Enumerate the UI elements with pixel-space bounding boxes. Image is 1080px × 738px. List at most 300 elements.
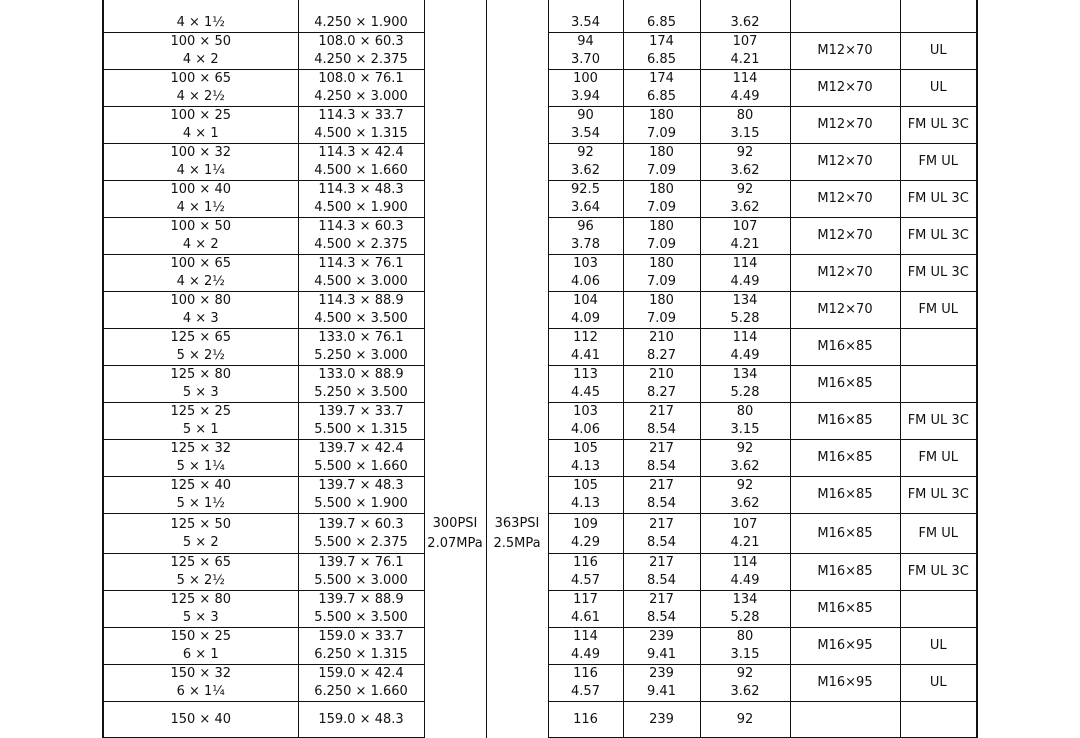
test-pressure-cell [486, 366, 548, 403]
working-pressure-cell [424, 70, 486, 107]
approval-cell [900, 665, 977, 702]
dimension-a-cell-value: 112 [573, 330, 598, 345]
dimension-a-cell-value: 4.41 [571, 348, 600, 363]
dimension-c-cell-value: 5.28 [730, 610, 760, 625]
outside-diameter-cell-value: 4.500 × 1.660 [314, 163, 408, 178]
test-pressure-cell [486, 70, 548, 107]
dimension-a-cell-value: 3.64 [571, 200, 600, 215]
bolt-size-cell-value: M16×85 [817, 376, 873, 391]
approval-cell [900, 554, 977, 591]
outside-diameter-cell-value: 139.7 × 42.4 [318, 441, 404, 456]
test-pressure-cell [486, 665, 548, 702]
test-pressure-cell [486, 33, 548, 70]
dimension-c-cell-value: 3.62 [730, 15, 760, 30]
outside-diameter-cell [298, 144, 424, 181]
dimension-a-cell-value: 3.78 [571, 237, 600, 252]
nominal-size-cell [103, 403, 298, 440]
dimension-b-cell [623, 591, 700, 628]
outside-diameter-cell-value: 159.0 × 33.7 [318, 629, 404, 644]
dimension-a-cell-value: 90 [577, 108, 594, 123]
bolt-size-cell-value: M16×85 [817, 487, 873, 502]
dimension-b-cell-value: 180 [649, 256, 674, 271]
dimension-a-cell-value: 92.5 [571, 182, 600, 197]
working-pressure-cell [424, 292, 486, 329]
nominal-size-cell-value: 100 × 50 [170, 219, 231, 234]
working-pressure-cell [424, 107, 486, 144]
dimension-b-cell-value: 180 [649, 293, 674, 308]
bolt-size-cell-value: M16×85 [817, 450, 873, 465]
dimension-a-cell-value: 116 [573, 666, 598, 681]
working-pressure-cell [424, 403, 486, 440]
outside-diameter-cell [298, 628, 424, 665]
table-row [103, 366, 977, 403]
nominal-size-cell-value: 6 × 1¼ [176, 684, 225, 699]
bolt-size-cell-value: M16×85 [817, 564, 873, 579]
nominal-size-cell-value: 5 × 1 [182, 422, 219, 437]
dimension-b-cell-value: 6.85 [647, 15, 676, 30]
nominal-size-cell [103, 665, 298, 702]
test-pressure-cell [486, 591, 548, 628]
bolt-size-cell [790, 107, 900, 144]
dimension-b-cell [623, 628, 700, 665]
dimension-c-cell-value: 92 [736, 441, 754, 456]
dimension-a-cell-value: 4.13 [571, 459, 600, 474]
outside-diameter-cell-value: 4.500 × 2.375 [314, 237, 408, 252]
bolt-size-cell [790, 292, 900, 329]
bolt-size-cell-value: M12×70 [817, 117, 873, 132]
outside-diameter-cell-value: 139.7 × 76.1 [318, 555, 404, 570]
working-pressure-psi: 300PSI [432, 515, 478, 531]
nominal-size-cell [103, 107, 298, 144]
outside-diameter-cell-value: 5.500 × 1.315 [314, 422, 408, 437]
dimension-a-cell-value: 96 [577, 219, 594, 234]
test-pressure-cell [486, 514, 548, 554]
working-pressure-cell [424, 366, 486, 403]
approval-cell-value: FM UL 3C [907, 487, 969, 502]
dimension-a-cell-value: 4.06 [571, 422, 600, 437]
dimension-c-cell-value: 3.62 [730, 200, 760, 215]
dimension-b-cell-value: 8.54 [647, 534, 676, 550]
dimension-c-cell [700, 0, 790, 33]
table-row [103, 70, 977, 107]
outside-diameter-cell-value: 4.500 × 1.315 [314, 126, 408, 141]
working-pressure-cell [424, 591, 486, 628]
dimension-c-cell [700, 329, 790, 366]
working-pressure-cell [424, 477, 486, 514]
test-pressure-mpa: 2.5MPa [493, 535, 541, 551]
dimension-b-cell-value: 6.85 [647, 89, 676, 104]
nominal-size-cell-value: 100 × 50 [170, 34, 231, 49]
nominal-size-cell-value: 4 × 2½ [176, 89, 225, 104]
approval-cell-value: FM UL 3C [907, 413, 969, 428]
dimension-b-cell [623, 329, 700, 366]
table-row [103, 0, 977, 33]
dimension-a-cell-value: 3.54 [571, 15, 600, 30]
dimension-c-cell-value: 4.49 [730, 348, 760, 363]
outside-diameter-cell-value: 4.500 × 3.500 [314, 311, 408, 326]
nominal-size-cell-value: 100 × 65 [170, 71, 231, 86]
working-pressure-cell [424, 514, 486, 554]
test-pressure-cell [486, 628, 548, 665]
working-pressure-mpa: 2.07MPa [427, 535, 483, 551]
dimension-a-cell-value: 105 [573, 441, 598, 456]
working-pressure-cell [424, 702, 486, 738]
table-row [103, 403, 977, 440]
approval-cell-value: FM UL 3C [907, 228, 969, 243]
approval-cell [900, 33, 977, 70]
dimension-a-cell [548, 702, 623, 738]
test-pressure-cell [486, 440, 548, 477]
nominal-size-cell-value: 6 × 1 [182, 647, 219, 662]
dimension-a-cell-value: 4.45 [571, 385, 600, 400]
dimension-a-cell [548, 181, 623, 218]
approval-cell [900, 591, 977, 628]
dimension-c-cell [700, 107, 790, 144]
table-row [103, 554, 977, 591]
outside-diameter-cell-value: 4.250 × 3.000 [314, 89, 408, 104]
dimension-a-cell-value: 116 [573, 711, 598, 727]
outside-diameter-cell [298, 665, 424, 702]
dimension-c-cell-value: 134 [732, 367, 758, 382]
table-row [103, 591, 977, 628]
bolt-size-cell [790, 255, 900, 292]
dimension-a-cell-value: 103 [573, 256, 598, 271]
bolt-size-cell-value: M16×95 [817, 638, 873, 653]
test-pressure-psi: 363PSI [494, 515, 540, 531]
nominal-size-cell [103, 181, 298, 218]
bolt-size-cell [790, 591, 900, 628]
dimension-a-cell [548, 591, 623, 628]
dimension-a-cell-value: 3.54 [571, 126, 600, 141]
approval-cell [900, 144, 977, 181]
nominal-size-cell [103, 0, 298, 33]
dimension-a-cell-value: 109 [573, 516, 598, 532]
table-row [103, 477, 977, 514]
dimension-a-cell-value: 100 [573, 71, 598, 86]
bolt-size-cell-value: M16×85 [817, 339, 873, 354]
nominal-size-cell-value: 125 × 32 [170, 441, 231, 456]
dimension-c-cell [700, 554, 790, 591]
outside-diameter-cell-value: 139.7 × 48.3 [318, 478, 404, 493]
dimension-c-cell-value: 3.15 [730, 647, 760, 662]
dimension-a-cell [548, 477, 623, 514]
bolt-size-cell-value: M12×70 [817, 191, 873, 206]
outside-diameter-cell [298, 181, 424, 218]
dimension-c-cell-value: 107 [732, 516, 758, 532]
test-pressure-cell [486, 144, 548, 181]
dimension-c-cell-value: 3.62 [730, 459, 760, 474]
approval-cell-value: UL [929, 675, 947, 690]
dimension-b-cell-value: 7.09 [647, 126, 676, 141]
bolt-size-cell [790, 70, 900, 107]
nominal-size-cell-value: 5 × 3 [182, 610, 219, 625]
dimension-b-cell-value: 180 [649, 145, 674, 160]
dimension-b-cell-value: 217 [649, 404, 674, 419]
nominal-size-cell-value: 5 × 2½ [176, 348, 225, 363]
approval-cell [900, 628, 977, 665]
outside-diameter-cell-value: 5.500 × 1.660 [314, 459, 408, 474]
dimension-b-cell-value: 8.54 [647, 422, 676, 437]
approval-cell [900, 702, 977, 738]
dimension-c-cell [700, 440, 790, 477]
nominal-size-cell [103, 218, 298, 255]
dimension-a-cell [548, 255, 623, 292]
bolt-size-cell-value: M12×70 [817, 228, 873, 243]
approval-cell-value: FM UL [918, 525, 959, 541]
approval-cell-value: FM UL [918, 450, 959, 465]
dimension-b-cell-value: 7.09 [647, 237, 676, 252]
dimension-b-cell-value: 8.54 [647, 573, 676, 588]
working-pressure-cell [424, 144, 486, 181]
dimension-b-cell-value: 239 [649, 711, 674, 727]
approval-cell [900, 366, 977, 403]
working-pressure-cell [424, 33, 486, 70]
nominal-size-cell-value: 4 × 2½ [176, 274, 225, 289]
dimension-c-cell [700, 514, 790, 554]
dimension-c-cell [700, 181, 790, 218]
nominal-size-cell [103, 70, 298, 107]
working-pressure-cell [424, 329, 486, 366]
table-row [103, 255, 977, 292]
table-row [103, 181, 977, 218]
working-pressure-cell [424, 255, 486, 292]
dimension-a-cell-value: 4.06 [571, 274, 600, 289]
outside-diameter-cell [298, 107, 424, 144]
approval-cell-value: UL [929, 43, 947, 58]
nominal-size-cell-value: 5 × 1¼ [176, 459, 225, 474]
dimension-b-cell-value: 180 [649, 182, 674, 197]
nominal-size-cell-value: 100 × 40 [170, 182, 231, 197]
dimension-c-cell-value: 92 [736, 666, 754, 681]
outside-diameter-cell-value: 5.500 × 1.900 [314, 496, 408, 511]
dimension-c-cell-value: 3.15 [730, 126, 760, 141]
table-row [103, 144, 977, 181]
dimension-a-cell [548, 218, 623, 255]
dimension-b-cell [623, 181, 700, 218]
dimension-b-cell [623, 665, 700, 702]
bolt-size-cell-value: M16×85 [817, 525, 873, 541]
dimension-a-cell-value: 3.94 [571, 89, 600, 104]
approval-cell [900, 70, 977, 107]
bolt-size-cell-value: M12×70 [817, 80, 873, 95]
dimension-a-cell-value: 4.49 [571, 647, 600, 662]
dimension-a-cell-value: 4.29 [571, 534, 600, 550]
bolt-size-cell-value: M12×70 [817, 302, 873, 317]
bolt-size-cell-value: M12×70 [817, 43, 873, 58]
approval-cell-value: UL [929, 80, 947, 95]
approval-cell-value: FM UL [918, 154, 959, 169]
outside-diameter-cell-value: 108.0 × 60.3 [318, 34, 404, 49]
nominal-size-cell-value: 100 × 80 [170, 293, 231, 308]
nominal-size-cell [103, 591, 298, 628]
dimension-a-cell [548, 0, 623, 33]
dimension-c-cell-value: 114 [732, 256, 758, 271]
nominal-size-cell-value: 4 × 1½ [176, 200, 225, 215]
dimension-c-cell-value: 92 [736, 478, 754, 493]
dimension-c-cell-value: 4.21 [730, 52, 760, 67]
approval-cell [900, 440, 977, 477]
working-pressure-cell [424, 218, 486, 255]
nominal-size-cell [103, 292, 298, 329]
nominal-size-cell-value: 4 × 3 [182, 311, 219, 326]
dimension-b-cell-value: 8.54 [647, 610, 676, 625]
dimension-c-cell [700, 591, 790, 628]
outside-diameter-cell-value: 4.500 × 3.000 [314, 274, 408, 289]
dimension-b-cell-value: 174 [649, 34, 674, 49]
nominal-size-cell-value: 125 × 50 [170, 516, 231, 532]
nominal-size-cell-value: 5 × 2 [182, 534, 219, 550]
bolt-size-cell [790, 554, 900, 591]
bolt-size-cell [790, 0, 900, 33]
bolt-size-cell [790, 33, 900, 70]
dimension-c-cell-value: 107 [732, 34, 758, 49]
working-pressure-cell [424, 665, 486, 702]
approval-cell [900, 107, 977, 144]
dimension-c-cell-value: 5.28 [730, 385, 760, 400]
bolt-size-cell-value: M16×85 [817, 601, 873, 616]
dimension-c-cell-value: 80 [736, 108, 754, 123]
nominal-size-cell-value: 100 × 65 [170, 256, 231, 271]
dimension-b-cell [623, 218, 700, 255]
nominal-size-cell [103, 144, 298, 181]
outside-diameter-cell [298, 0, 424, 33]
table-row [103, 292, 977, 329]
dimension-a-cell-value: 117 [573, 592, 598, 607]
dimension-b-cell [623, 514, 700, 554]
dimension-a-cell [548, 403, 623, 440]
dimension-b-cell-value: 7.09 [647, 311, 676, 326]
outside-diameter-cell [298, 477, 424, 514]
nominal-size-cell [103, 628, 298, 665]
bolt-size-cell-value: M16×85 [817, 413, 873, 428]
dimension-b-cell-value: 217 [649, 441, 674, 456]
dimension-c-cell [700, 292, 790, 329]
dimension-a-cell-value: 113 [573, 367, 598, 382]
table-row [103, 628, 977, 665]
dimension-b-cell-value: 9.41 [647, 647, 676, 662]
outside-diameter-cell [298, 366, 424, 403]
outside-diameter-cell-value: 139.7 × 88.9 [318, 592, 404, 607]
bolt-size-cell [790, 144, 900, 181]
dimension-c-cell-value: 92 [736, 711, 754, 727]
table-row [103, 440, 977, 477]
nominal-size-cell-value: 4 × 1¼ [176, 163, 225, 178]
bolt-size-cell-value: M12×70 [817, 265, 873, 280]
nominal-size-cell-value: 100 × 25 [170, 108, 231, 123]
outside-diameter-cell-value: 5.250 × 3.500 [314, 385, 408, 400]
table-row [103, 329, 977, 366]
outside-diameter-cell-value: 114.3 × 42.4 [318, 145, 404, 160]
dimension-a-cell-value: 103 [573, 404, 598, 419]
dimension-c-cell [700, 218, 790, 255]
dimension-c-cell-value: 114 [732, 330, 758, 345]
dimension-a-cell-value: 3.62 [571, 163, 600, 178]
nominal-size-cell [103, 554, 298, 591]
dimension-c-cell-value: 3.62 [730, 684, 760, 699]
nominal-size-cell-value: 4 × 2 [182, 52, 219, 67]
outside-diameter-cell-value: 5.500 × 3.000 [314, 573, 408, 588]
approval-cell-value: FM UL [918, 302, 959, 317]
dimension-a-cell [548, 366, 623, 403]
test-pressure-cell [486, 255, 548, 292]
table-row [103, 665, 977, 702]
dimension-c-cell-value: 134 [732, 293, 758, 308]
dimension-b-cell [623, 70, 700, 107]
bolt-size-cell [790, 366, 900, 403]
bolt-size-cell [790, 514, 900, 554]
dimension-c-cell-value: 92 [736, 145, 754, 160]
dimension-a-cell [548, 292, 623, 329]
bolt-size-cell-value: M12×70 [817, 154, 873, 169]
dimension-a-cell [548, 665, 623, 702]
dimension-a-cell-value: 105 [573, 478, 598, 493]
dimension-c-cell-value: 5.28 [730, 311, 760, 326]
dimension-a-cell [548, 144, 623, 181]
dimension-b-cell-value: 8.54 [647, 459, 676, 474]
dimension-b-cell-value: 239 [649, 629, 674, 644]
dimension-c-cell [700, 366, 790, 403]
dimension-b-cell-value: 180 [649, 108, 674, 123]
dimension-c-cell-value: 4.21 [730, 534, 760, 550]
dimension-b-cell-value: 210 [649, 367, 674, 382]
approval-cell [900, 329, 977, 366]
nominal-size-cell-value: 150 × 40 [170, 711, 231, 727]
working-pressure-cell [424, 628, 486, 665]
outside-diameter-cell-value: 133.0 × 88.9 [318, 367, 404, 382]
dimension-c-cell-value: 92 [736, 182, 754, 197]
approval-cell [900, 181, 977, 218]
dimension-c-cell [700, 144, 790, 181]
approval-cell [900, 403, 977, 440]
outside-diameter-cell-value: 4.500 × 1.900 [314, 200, 408, 215]
nominal-size-cell [103, 329, 298, 366]
dimension-c-cell-value: 3.62 [730, 163, 760, 178]
nominal-size-cell [103, 477, 298, 514]
approval-cell [900, 0, 977, 33]
approval-cell [900, 218, 977, 255]
dimension-a-cell [548, 440, 623, 477]
bolt-size-cell [790, 218, 900, 255]
dimension-c-cell [700, 403, 790, 440]
dimension-b-cell-value: 239 [649, 666, 674, 681]
dimension-c-cell-value: 134 [732, 592, 758, 607]
dimension-b-cell [623, 477, 700, 514]
outside-diameter-cell [298, 70, 424, 107]
dimension-b-cell [623, 403, 700, 440]
dimension-c-cell [700, 628, 790, 665]
working-pressure-cell [424, 0, 486, 33]
approval-cell [900, 255, 977, 292]
working-pressure-cell [424, 440, 486, 477]
outside-diameter-cell [298, 255, 424, 292]
dimension-b-cell-value: 8.54 [647, 496, 676, 511]
outside-diameter-cell [298, 554, 424, 591]
outside-diameter-cell [298, 702, 424, 738]
bolt-size-cell [790, 440, 900, 477]
nominal-size-cell-value: 125 × 40 [170, 478, 231, 493]
test-pressure-cell [486, 292, 548, 329]
dimension-b-cell [623, 292, 700, 329]
dimension-c-cell [700, 255, 790, 292]
dimension-a-cell-value: 4.57 [571, 684, 600, 699]
table-row [103, 107, 977, 144]
dimension-a-cell [548, 554, 623, 591]
test-pressure-cell [486, 107, 548, 144]
dimension-a-cell-value: 116 [573, 555, 598, 570]
outside-diameter-cell-value: 139.7 × 33.7 [318, 404, 404, 419]
nominal-size-cell [103, 366, 298, 403]
dimension-b-cell [623, 107, 700, 144]
